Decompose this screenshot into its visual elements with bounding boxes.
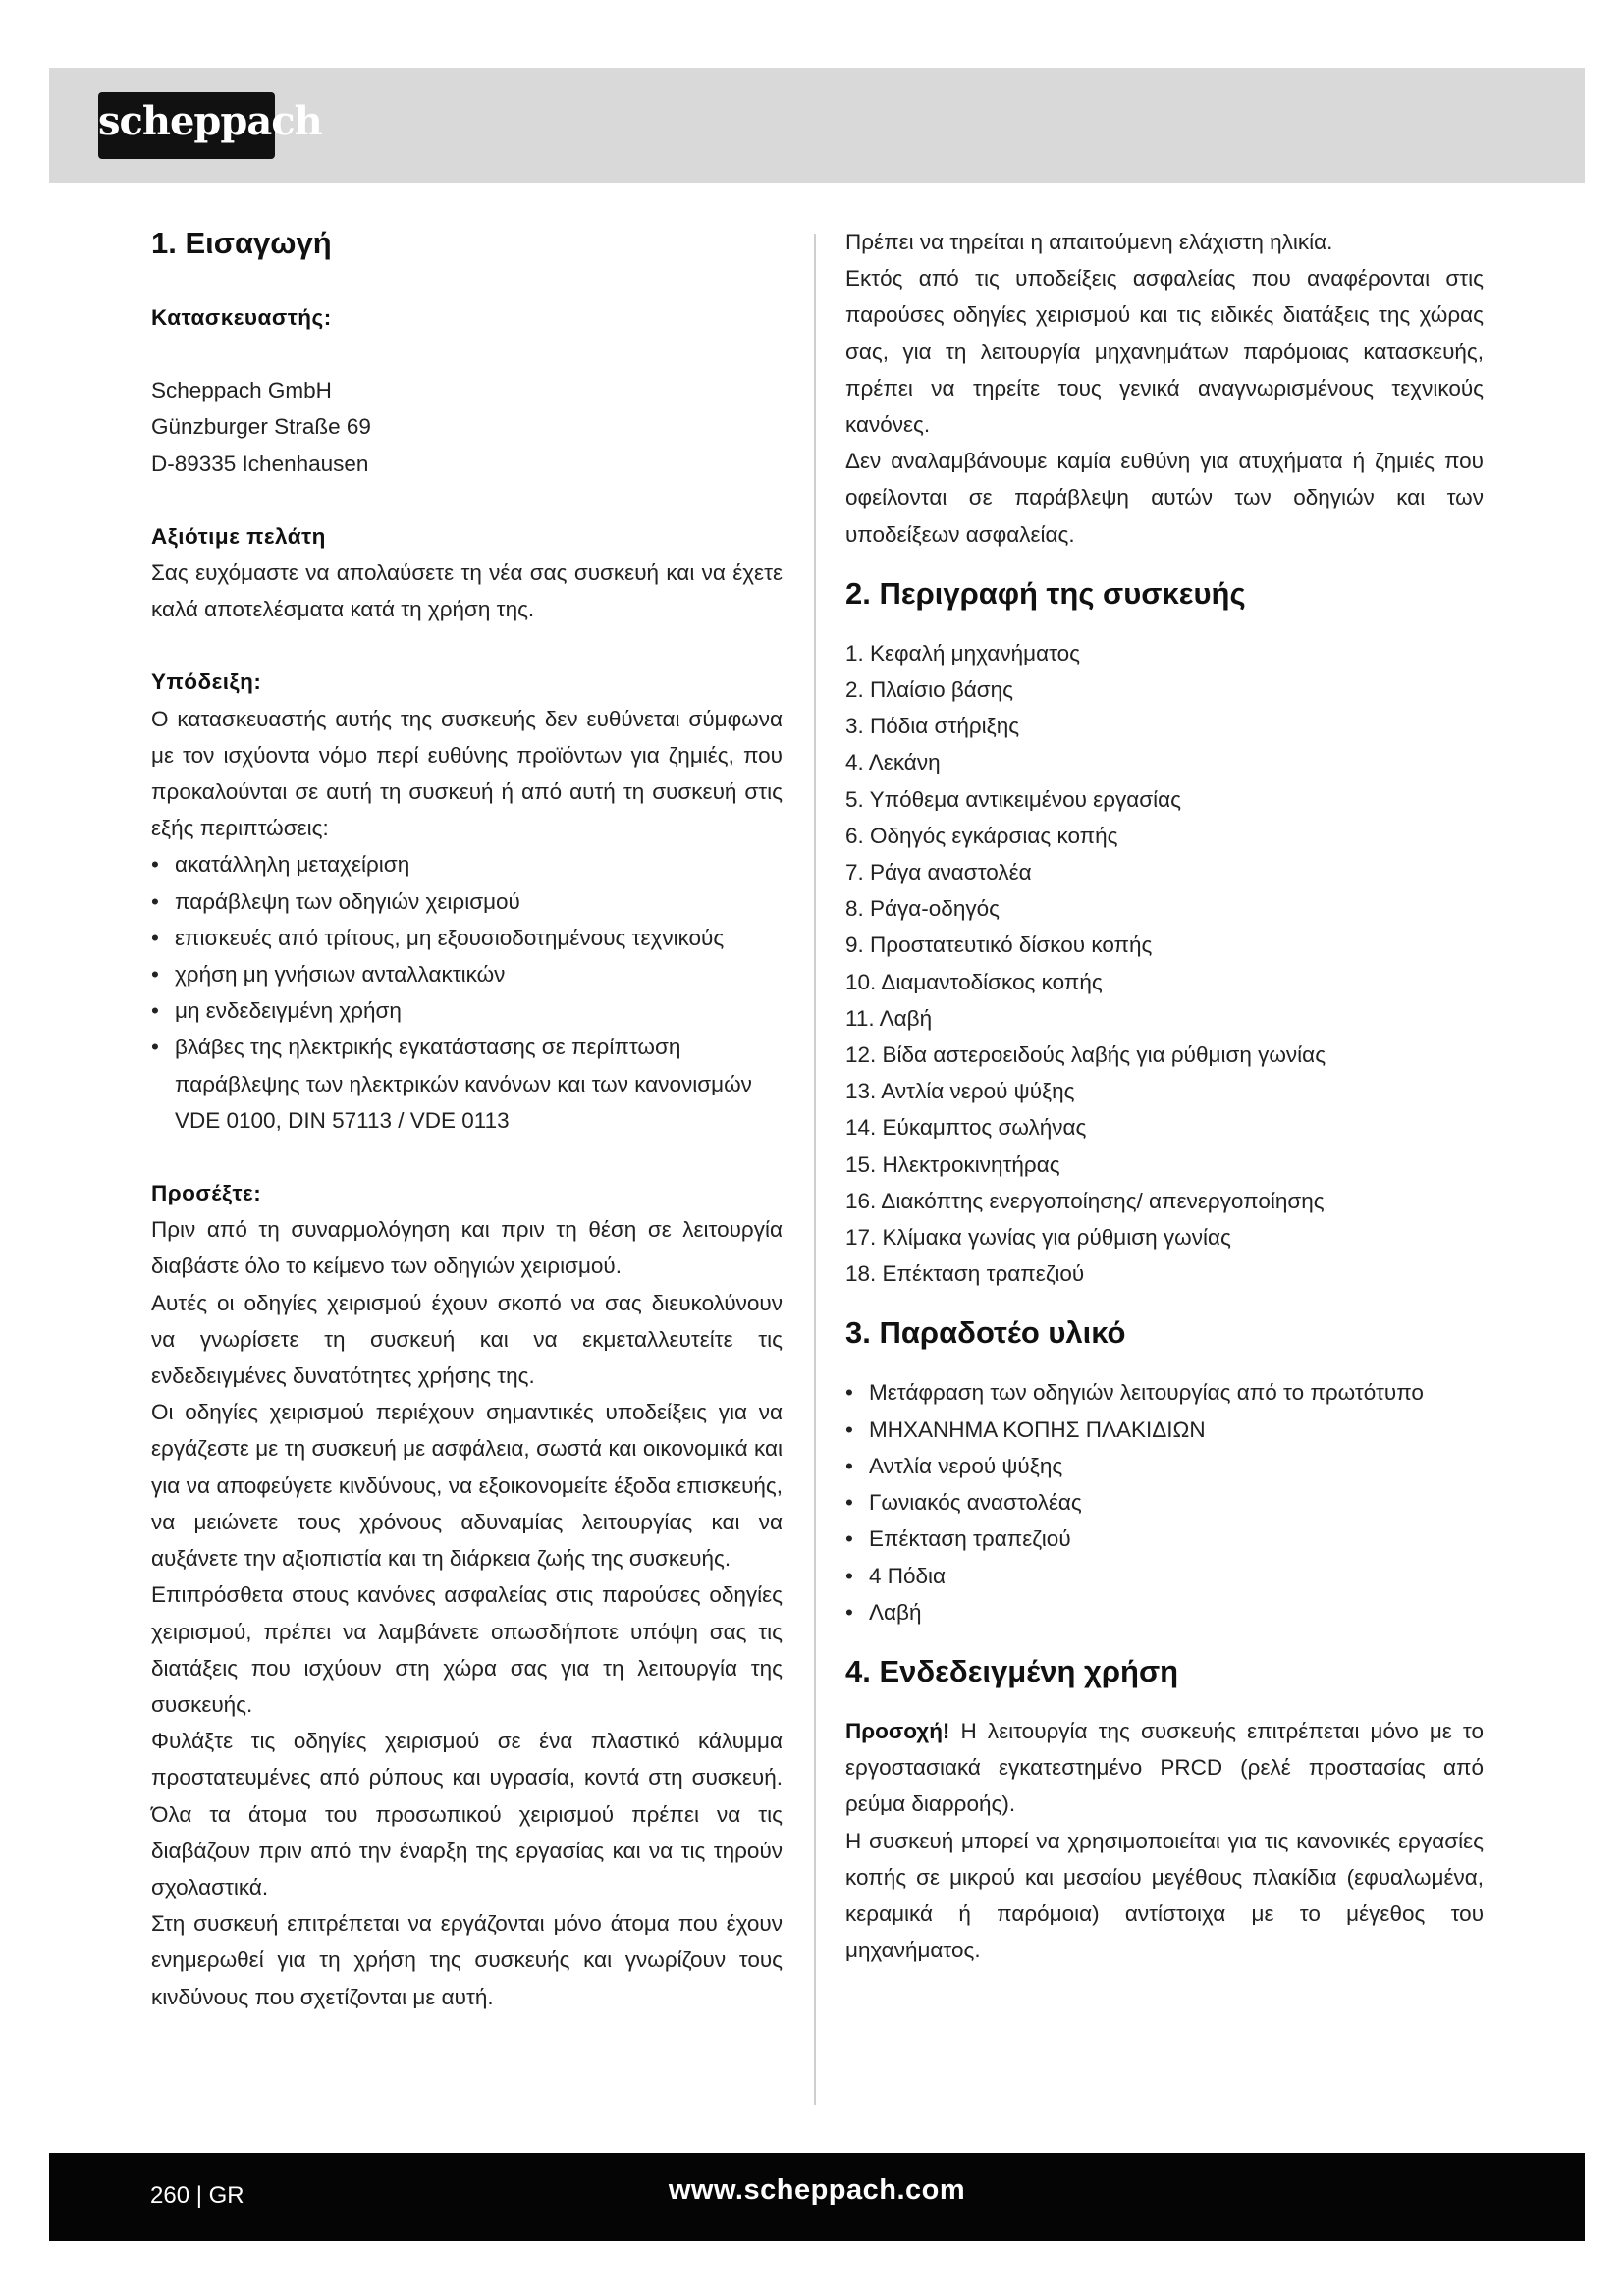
brand-logo <box>98 92 322 159</box>
list-item: • ΜΗΧΑΝΗΜΑ ΚΟΠΗΣ ΠΛΑΚΙΔΙΩΝ <box>845 1412 1484 1448</box>
attention-paragraph: Πριν από τη συναρμολόγηση και πριν τη θέση σε λειτουργία διαβάστε όλο το κείμενο των οδηγιών χειρισμού. <box>151 1217 783 1279</box>
list-item: • Επέκταση τραπεζιού <box>845 1521 1484 1557</box>
manufacturer-label: Κατασκευαστής: <box>151 305 332 330</box>
list-item: • επισκευές από τρίτους, μη εξουσιοδοτημένους τεχνικούς <box>151 920 783 956</box>
parts-list <box>845 635 1484 1293</box>
list-item: 17. Κλίμακα γωνίας για ρύθμιση γωνίας <box>845 1225 1231 1251</box>
section-1-title: 1. Εισαγωγή <box>151 226 332 260</box>
website-link[interactable]: www.scheppach.com <box>668 2174 966 2206</box>
intro-paragraph: Δεν αναλαμβάνουμε καμία ευθύνη για ατυχήματα ή ζημιές που οφείλονται σε παράβλεψη αυτών των οδηγιών και των υποδείξεων ασφαλείας. <box>845 449 1484 547</box>
list-item: • 4 Πόδια <box>845 1558 1484 1594</box>
column-divider <box>814 234 816 2105</box>
attention-paragraph: Επιπρόσθετα στους κανόνες ασφαλείας στις παρούσες οδηγίες χειρισμού, πρέπει να λαμβάνετε οπωσδήποτε υπόψη σας τις διατάξεις που ισχύουν στη χώρα σας για τη λειτουργία της συσκευής. <box>151 1582 783 1717</box>
dear-customer-label: Αξιότιμε πελάτη <box>151 523 326 549</box>
list-item: 1. Κεφαλή μηχανήματος <box>845 640 1081 666</box>
list-item: 14. Εύκαμπτος σωλήνας <box>845 1115 1087 1141</box>
section-4-title: 4. Ενδεδειγμένη χρήση <box>845 1653 1179 1688</box>
list-item: • Λαβή <box>845 1594 1484 1630</box>
list-item: 10. Διαμαντοδίσκος κοπής <box>845 969 1103 994</box>
list-item: 16. Διακόπτης ενεργοποίησης/ απενεργοποίησης <box>845 1188 1325 1213</box>
list-item: 9. Προστατευτικό δίσκου κοπής <box>845 933 1153 958</box>
caution-text: Η λειτουργία της συσκευής επιτρέπεται μόνο με το εργοστασιακά εγκατεστημένο PRCD (ρελέ προστασίας από ρεύμα διαρροής). <box>845 1718 1484 1817</box>
attention-paragraph: Οι οδηγίες χειρισμού περιέχουν σημαντικές υποδείξεις για να εργάζεστε με τη συσκευή με ασφάλεια, σωστά και οικονομικά και για να αποφεύγετε κινδύνους, να εξοικονομείτε έξοδα επισκευής, να μειώνετε τους χρόνους αδυναμίας λειτουργίας και να αυξάνετε την αξιοπιστία και τη διάρκεια ζωής της συσκευής. <box>151 1400 783 1572</box>
list-item: • ακατάλληλη μεταχείριση <box>151 846 783 882</box>
list-item: 11. Λαβή <box>845 1005 933 1031</box>
section-3-title: 3. Παραδοτέο υλικό <box>845 1315 1126 1351</box>
section-2-title: 2. Περιγραφή της συσκευής <box>845 575 1246 611</box>
intended-use-text: Η συσκευή μπορεί να χρησιμοποιείται για τις κανονικές εργασίες κοπής σε μικρού και μεσαίου μεγέθους πλακίδια (εφυαλωμένα, κεραμικά ή παρόμοια) αντίστοιχα με το μέγεθος του μηχανήματος. <box>845 1828 1484 1963</box>
list-item: 7. Ράγα αναστολέα <box>845 860 1032 885</box>
list-item: • παράβλεψη των οδηγιών χειρισμού <box>151 883 783 920</box>
delivery-list <box>845 1374 1484 1629</box>
list-item: 5. Υπόθεμα αντικειμένου εργασίας <box>845 786 1181 812</box>
page-number: 260 | GR <box>150 2182 244 2209</box>
list-item: 6. Οδηγός εγκάρσιας κοπής <box>845 823 1118 848</box>
attention-paragraph: Στη συσκευή επιτρέπεται να εργάζονται μόνο άτομα που έχουν ενημερωθεί για τη χρήση της συσκευής και γνωρίζουν τους κινδύνους που σχετίζονται με αυτή. <box>151 1911 783 2009</box>
note-list <box>151 846 783 1139</box>
address-line: D-89335 Ichenhausen <box>151 451 369 476</box>
attention-paragraph: Φυλάξτε τις οδηγίες χειρισμού σε ένα πλαστικό κάλυμμα προστατευμένες από ρύπους και υγρασία, κοντά στη συσκευή. Όλα τα άτομα του προσωπικού χειρισμού πρέπει να τις διαβάζουν πριν από την έναρξη της εργασίας και να τις τηρούν σχολαστικά. <box>151 1729 783 1899</box>
address-line: Günzburger Straße 69 <box>151 414 371 440</box>
dear-customer-text: Σας ευχόμαστε να απολαύσετε τη νέα σας συσκευή και να έχετε καλά αποτελέσματα κατά τη χρήση της. <box>151 561 783 622</box>
list-item: • χρήση μη γνήσιων ανταλλακτικών <box>151 956 783 992</box>
note-label: Υπόδειξη: <box>151 669 262 695</box>
list-item: • μη ενδεδειγμένη χρήση <box>151 992 783 1029</box>
list-item: 15. Ηλεκτροκινητήρας <box>845 1151 1060 1177</box>
list-item: • βλάβες της ηλεκτρικής εγκατάστασης σε περίπτωση παράβλεψης των ηλεκτρικών κανόνων και των κανονισμών VDE 0100, DIN 57113 / VDE 0113 <box>151 1029 783 1139</box>
attention-label: Προσέξτε: <box>151 1181 262 1206</box>
list-item: • Μετάφραση των οδηγιών λειτουργίας από το πρωτότυπο <box>845 1374 1484 1411</box>
caution-paragraph <box>845 1713 1484 1823</box>
list-item: 3. Πόδια στήριξης <box>845 714 1020 739</box>
left-column <box>151 224 783 2015</box>
list-item: • Αντλία νερού ψύξης <box>845 1448 1484 1484</box>
intro-paragraph: Πρέπει να τηρείται η απαιτούμενη ελάχιστη ηλικία. <box>845 230 1333 254</box>
list-item: 12. Βίδα αστεροειδούς λαβής για ρύθμιση γωνίας <box>845 1042 1326 1068</box>
list-item: 4. Λεκάνη <box>845 750 941 775</box>
list-item: 2. Πλαίσιο βάσης <box>845 677 1014 703</box>
list-item: 18. Επέκταση τραπεζιού <box>845 1261 1085 1287</box>
list-item: 13. Αντλία νερού ψύξης <box>845 1079 1075 1104</box>
list-item: • Γωνιακός αναστολέας <box>845 1484 1484 1521</box>
footer-bar <box>49 2153 1585 2241</box>
right-column <box>845 224 1484 1968</box>
intro-paragraph: Εκτός από τις υποδείξεις ασφαλείας που αναφέρονται στις παρούσες οδηγίες χειρισμού και τις ειδικές διατάξεις της χώρας σας, για τη λειτουργία μηχανημάτων παρόμοιας κατασκευής, πρέπει να τηρείτε τους γενικά αναγνωρισμένους τεχνικούς κανόνες. <box>845 266 1484 438</box>
brand-logo-text: scheppach <box>98 98 322 144</box>
note-text: Ο κατασκευαστής αυτής της συσκευής δεν ευθύνεται σύμφωνα με τον ισχύοντα νόμο περί ευθύνης προϊόντων για ζημιές, που προκαλούνται σε αυτή τη συσκευή ή από αυτή τη συσκευή στις εξής περιπτώσεις: <box>151 706 783 841</box>
caution-label: Προσοχή! <box>845 1718 950 1743</box>
attention-paragraph: Αυτές οι οδηγίες χειρισμού έχουν σκοπό να σας διευκολύνουν να γνωρίσετε τη συσκευή και να εκμεταλλευτείτε τις ενδεδειγμένες δυνατότητες χρήσης της. <box>151 1290 783 1389</box>
list-item: 8. Ράγα-οδηγός <box>845 896 1000 922</box>
address-line: Scheppach GmbH <box>151 378 332 403</box>
